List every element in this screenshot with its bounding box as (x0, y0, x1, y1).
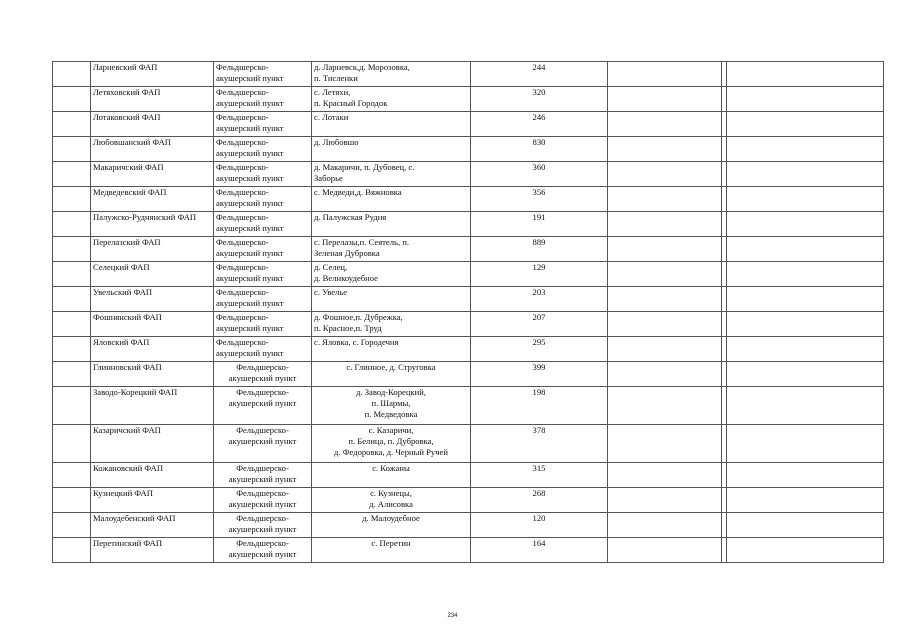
facility-type-line: акушерский пункт (228, 398, 297, 408)
facility-type-cell (214, 212, 312, 237)
row-blank-cell (53, 187, 91, 212)
population-value: 244 (532, 62, 546, 72)
settlement-line: с. Кузнецы, (370, 488, 412, 498)
table-row (53, 387, 884, 425)
table-row (53, 137, 884, 162)
facility-name-cell (91, 362, 214, 387)
facility-type-line: Фельдшерско- (236, 362, 289, 372)
population-value: 399 (532, 362, 546, 372)
settlement-line: д. Селец, (314, 262, 348, 272)
settlement-line: с. Яловка, с. Городечня (314, 337, 399, 347)
row-blank-cell (727, 137, 884, 162)
population-cell (471, 112, 608, 137)
facility-type-line: Фельдшерско- (216, 137, 269, 147)
facility-type-cell (214, 513, 312, 538)
settlement-line: д. Великоудебное (314, 273, 378, 283)
facility-type-line: акушерский пункт (216, 173, 284, 183)
settlements-cell (312, 488, 471, 513)
population-value: 320 (532, 87, 546, 97)
facility-type-cell (214, 538, 312, 563)
row-blank-cell (608, 488, 722, 513)
population-value: 246 (532, 112, 546, 122)
facility-name: Малоудебенский ФАП (93, 513, 176, 523)
settlement-line: Зеленая Дубровка (314, 248, 380, 258)
population-value: 830 (532, 137, 546, 147)
population-cell (471, 513, 608, 538)
facility-name: Увельский ФАП (93, 287, 153, 297)
facility-name-cell (91, 262, 214, 287)
facility-name: Летяховский ФАП (93, 87, 161, 97)
table-row (53, 538, 884, 563)
table-row (53, 362, 884, 387)
facility-type-line: акушерский пункт (216, 248, 284, 258)
settlements-cell (312, 262, 471, 287)
population-cell (471, 212, 608, 237)
facility-type-line: акушерский пункт (216, 73, 284, 83)
facility-name-cell (91, 538, 214, 563)
settlements-cell (312, 513, 471, 538)
row-blank-cell (727, 162, 884, 187)
table-row (53, 513, 884, 538)
facility-type-line: акушерский пункт (228, 524, 297, 534)
table-row (53, 488, 884, 513)
row-blank-cell (53, 312, 91, 337)
facility-type-cell (214, 362, 312, 387)
row-blank-cell (53, 162, 91, 187)
facility-type-line: акушерский пункт (228, 499, 297, 509)
settlements-cell (312, 162, 471, 187)
row-blank-cell (727, 212, 884, 237)
population-value: 315 (532, 463, 546, 473)
settlement-line: п. Красный Городок (314, 98, 388, 108)
row-blank-cell (608, 538, 722, 563)
facility-name-cell (91, 337, 214, 362)
row-blank-cell (608, 513, 722, 538)
row-blank-cell (608, 362, 722, 387)
row-blank-cell (727, 425, 884, 463)
row-blank-cell (608, 463, 722, 488)
settlements-cell (312, 312, 471, 337)
facility-type-line: Фельдшерско- (216, 162, 269, 172)
settlement-line: с. Летяхи, (314, 87, 351, 97)
table-body (53, 62, 884, 563)
settlement-line: п. Белица, п. Дубровка, (348, 436, 434, 446)
settlements-cell (312, 137, 471, 162)
facility-name-cell (91, 312, 214, 337)
table-row (53, 463, 884, 488)
facility-name-cell (91, 187, 214, 212)
settlement-line: п. Тисленки (314, 73, 358, 83)
population-cell (471, 337, 608, 362)
settlements-cell (312, 62, 471, 87)
row-blank-cell (53, 538, 91, 563)
row-blank-cell (727, 538, 884, 563)
row-blank-cell (727, 362, 884, 387)
facility-type-line: Фельдшерско- (236, 387, 289, 397)
table-row (53, 237, 884, 262)
row-blank-cell (727, 62, 884, 87)
row-blank-cell (608, 187, 722, 212)
facility-type-line: акушерский пункт (216, 148, 284, 158)
population-cell (471, 387, 608, 425)
facility-type-line: акушерский пункт (228, 549, 297, 559)
facility-name-cell (91, 463, 214, 488)
table-row (53, 187, 884, 212)
table-row (53, 87, 884, 112)
facility-name: Селецкий ФАП (93, 262, 150, 272)
facility-name: Перелазский ФАП (93, 237, 161, 247)
facility-type-line: акушерский пункт (228, 474, 297, 484)
row-blank-cell (608, 237, 722, 262)
facility-type-line: акушерский пункт (216, 98, 284, 108)
settlement-line: с. Глинное, д. Струговка (346, 362, 436, 372)
row-blank-cell (53, 337, 91, 362)
row-blank-cell (608, 62, 722, 87)
row-blank-cell (53, 387, 91, 425)
settlement-line: д. Малоудебное (362, 513, 420, 523)
facility-type-line: Фельдшерско- (236, 513, 289, 523)
settlement-line: Заборье (314, 173, 343, 183)
facility-type-line: Фельдшерско- (216, 212, 269, 222)
facility-name: Кожановский ФАП (93, 463, 164, 473)
facility-type-line: акушерский пункт (216, 273, 284, 283)
facility-type-line: Фельдшерско- (216, 87, 269, 97)
facility-name: Казаричский ФАП (93, 425, 161, 435)
settlement-line: с. Перелазы,п. Сеятель, п. (314, 237, 409, 247)
settlement-line: п. Красное,п. Труд (314, 323, 382, 333)
facility-type-line: Фельдшерско- (216, 237, 269, 247)
facility-name-cell (91, 62, 214, 87)
row-blank-cell (727, 387, 884, 425)
settlement-line: д. Федоровка, д. Черный Ручей (334, 447, 448, 457)
settlements-cell (312, 112, 471, 137)
row-blank-cell (727, 488, 884, 513)
facility-type-line: акушерский пункт (216, 123, 284, 133)
row-blank-cell (727, 112, 884, 137)
settlements-cell (312, 337, 471, 362)
facility-name-cell (91, 387, 214, 425)
population-value: 295 (532, 337, 546, 347)
facility-name: Глинновский ФАП (93, 362, 162, 372)
settlements-cell (312, 237, 471, 262)
population-cell (471, 137, 608, 162)
population-value: 356 (532, 187, 546, 197)
table-row (53, 337, 884, 362)
table-row (53, 212, 884, 237)
facility-name-cell (91, 287, 214, 312)
row-blank-cell (53, 463, 91, 488)
population-value: 207 (532, 312, 546, 322)
settlements-cell (312, 387, 471, 425)
settlement-line: п. Шармы, (371, 398, 411, 408)
population-cell (471, 187, 608, 212)
population-cell (471, 162, 608, 187)
row-blank-cell (727, 237, 884, 262)
row-blank-cell (608, 137, 722, 162)
row-blank-cell (727, 287, 884, 312)
facility-type-cell (214, 187, 312, 212)
population-value: 360 (532, 162, 546, 172)
facility-type-cell (214, 237, 312, 262)
population-cell (471, 463, 608, 488)
population-value: 268 (532, 488, 546, 498)
facility-name: Палужско-Руднянский ФАП (93, 212, 197, 222)
facility-name: Яловский ФАП (93, 337, 150, 347)
facility-name: Фошнянский ФАП (93, 312, 162, 322)
facility-name-cell (91, 162, 214, 187)
facility-type-cell (214, 112, 312, 137)
facility-name-cell (91, 513, 214, 538)
population-cell (471, 62, 608, 87)
population-value: 378 (532, 425, 546, 435)
table-row (53, 162, 884, 187)
settlement-line: д. Любовшо (314, 137, 359, 147)
population-value: 198 (532, 387, 546, 397)
row-blank-cell (608, 287, 722, 312)
table-row (53, 112, 884, 137)
population-value: 889 (532, 237, 546, 247)
facility-type-cell (214, 463, 312, 488)
table-row (53, 262, 884, 287)
facility-type-cell (214, 262, 312, 287)
row-blank-cell (53, 137, 91, 162)
population-cell (471, 425, 608, 463)
facility-type-line: акушерский пункт (216, 348, 284, 358)
facility-name: Кузнецкий ФАП (93, 488, 153, 498)
facility-name: Любовшанский ФАП (93, 137, 172, 147)
row-blank-cell (727, 513, 884, 538)
facility-name-cell (91, 112, 214, 137)
row-blank-cell (608, 112, 722, 137)
facility-type-cell (214, 162, 312, 187)
row-blank-cell (727, 463, 884, 488)
row-blank-cell (727, 262, 884, 287)
row-blank-cell (53, 425, 91, 463)
row-blank-cell (53, 62, 91, 87)
facility-name: Перетинский ФАП (93, 538, 163, 548)
settlements-cell (312, 425, 471, 463)
facility-type-cell (214, 62, 312, 87)
row-blank-cell (608, 312, 722, 337)
facility-name-cell (91, 87, 214, 112)
table-row (53, 312, 884, 337)
settlements-cell (312, 362, 471, 387)
settlements-cell (312, 463, 471, 488)
settlement-line: с. Увелье (314, 287, 348, 297)
table-row (53, 62, 884, 87)
facility-name-cell (91, 425, 214, 463)
row-blank-cell (727, 87, 884, 112)
facility-type-line: акушерский пункт (216, 323, 284, 333)
population-value: 129 (532, 262, 546, 272)
row-blank-cell (608, 162, 722, 187)
row-blank-cell (53, 212, 91, 237)
facility-name-cell (91, 237, 214, 262)
facilities-table (52, 61, 884, 563)
row-blank-cell (53, 488, 91, 513)
population-cell (471, 488, 608, 513)
facility-type-line: Фельдшерско- (216, 262, 269, 272)
facility-type-line: акушерский пункт (228, 373, 297, 383)
table-row (53, 425, 884, 463)
row-blank-cell (608, 425, 722, 463)
row-blank-cell (608, 262, 722, 287)
row-blank-cell (53, 362, 91, 387)
population-value: 120 (532, 513, 546, 523)
facility-type-line: акушерский пункт (228, 436, 297, 446)
facility-type-cell (214, 287, 312, 312)
settlements-cell (312, 287, 471, 312)
row-blank-cell (53, 87, 91, 112)
settlements-cell (312, 87, 471, 112)
facility-name: Макаричский ФАП (93, 162, 164, 172)
facility-type-cell (214, 387, 312, 425)
row-blank-cell (727, 312, 884, 337)
facility-type-line: акушерский пункт (216, 223, 284, 233)
settlement-line: д. Фошное,п. Дубрежка, (314, 312, 403, 322)
population-cell (471, 287, 608, 312)
settlements-cell (312, 538, 471, 563)
settlement-line: д. Завод-Корецкий, (356, 387, 426, 397)
row-blank-cell (608, 87, 722, 112)
row-blank-cell (608, 387, 722, 425)
facility-name: Медведевский ФАП (93, 187, 167, 197)
population-value: 203 (532, 287, 546, 297)
settlement-line: д. Макаричи, п. Дубовец, с. (314, 162, 415, 172)
facility-name-cell (91, 488, 214, 513)
facility-name: Ларневский ФАП (93, 62, 158, 72)
settlements-cell (312, 187, 471, 212)
facility-type-cell (214, 312, 312, 337)
facility-type-line: Фельдшерско- (236, 538, 289, 548)
row-blank-cell (53, 112, 91, 137)
settlement-line: с. Лотаки (314, 112, 349, 122)
table-row (53, 287, 884, 312)
population-value: 191 (532, 212, 546, 222)
settlement-line: п. Медведовка (364, 409, 418, 419)
population-cell (471, 538, 608, 563)
facility-name-cell (91, 212, 214, 237)
facility-name: Лотаковский ФАП (93, 112, 161, 122)
settlement-line: д. Палужская Рудня (314, 212, 387, 222)
settlement-line: с. Кожаны (372, 463, 410, 473)
row-blank-cell (727, 337, 884, 362)
row-blank-cell (53, 262, 91, 287)
settlement-line: с. Казаричи, (368, 425, 414, 435)
facility-name-cell (91, 137, 214, 162)
facility-type-line: Фельдшерско- (216, 287, 269, 297)
facility-type-line: Фельдшерско- (216, 112, 269, 122)
page-number: 234 (447, 613, 458, 619)
facility-type-line: Фельдшерско- (216, 312, 269, 322)
population-cell (471, 312, 608, 337)
facility-type-line: Фельдшерско- (236, 463, 289, 473)
row-blank-cell (608, 337, 722, 362)
row-blank-cell (53, 513, 91, 538)
facility-type-line: акушерский пункт (216, 198, 284, 208)
facility-type-cell (214, 425, 312, 463)
settlement-line: с. Перетин (371, 538, 411, 548)
facility-name: Заводо-Корецкий ФАП (93, 387, 178, 397)
facility-type-line: Фельдшерско- (216, 337, 269, 347)
row-blank-cell (53, 237, 91, 262)
row-blank-cell (727, 187, 884, 212)
population-value: 164 (532, 538, 546, 548)
facility-type-cell (214, 87, 312, 112)
facility-type-line: Фельдшерско- (216, 62, 269, 72)
facility-type-line: Фельдшерско- (236, 425, 289, 435)
facility-type-line: Фельдшерско- (216, 187, 269, 197)
settlement-line: д. Ларневск,д. Морозовка, (314, 62, 410, 72)
facility-type-line: Фельдшерско- (236, 488, 289, 498)
row-blank-cell (608, 212, 722, 237)
population-cell (471, 87, 608, 112)
settlement-line: д. Алисовка (369, 499, 413, 509)
population-cell (471, 237, 608, 262)
settlement-line: с. Медведи,д. Вяжновка (314, 187, 402, 197)
facility-type-cell (214, 337, 312, 362)
facility-type-cell (214, 488, 312, 513)
facility-type-line: акушерский пункт (216, 298, 284, 308)
row-blank-cell (53, 287, 91, 312)
settlements-cell (312, 212, 471, 237)
population-cell (471, 362, 608, 387)
population-cell (471, 262, 608, 287)
facility-type-cell (214, 137, 312, 162)
